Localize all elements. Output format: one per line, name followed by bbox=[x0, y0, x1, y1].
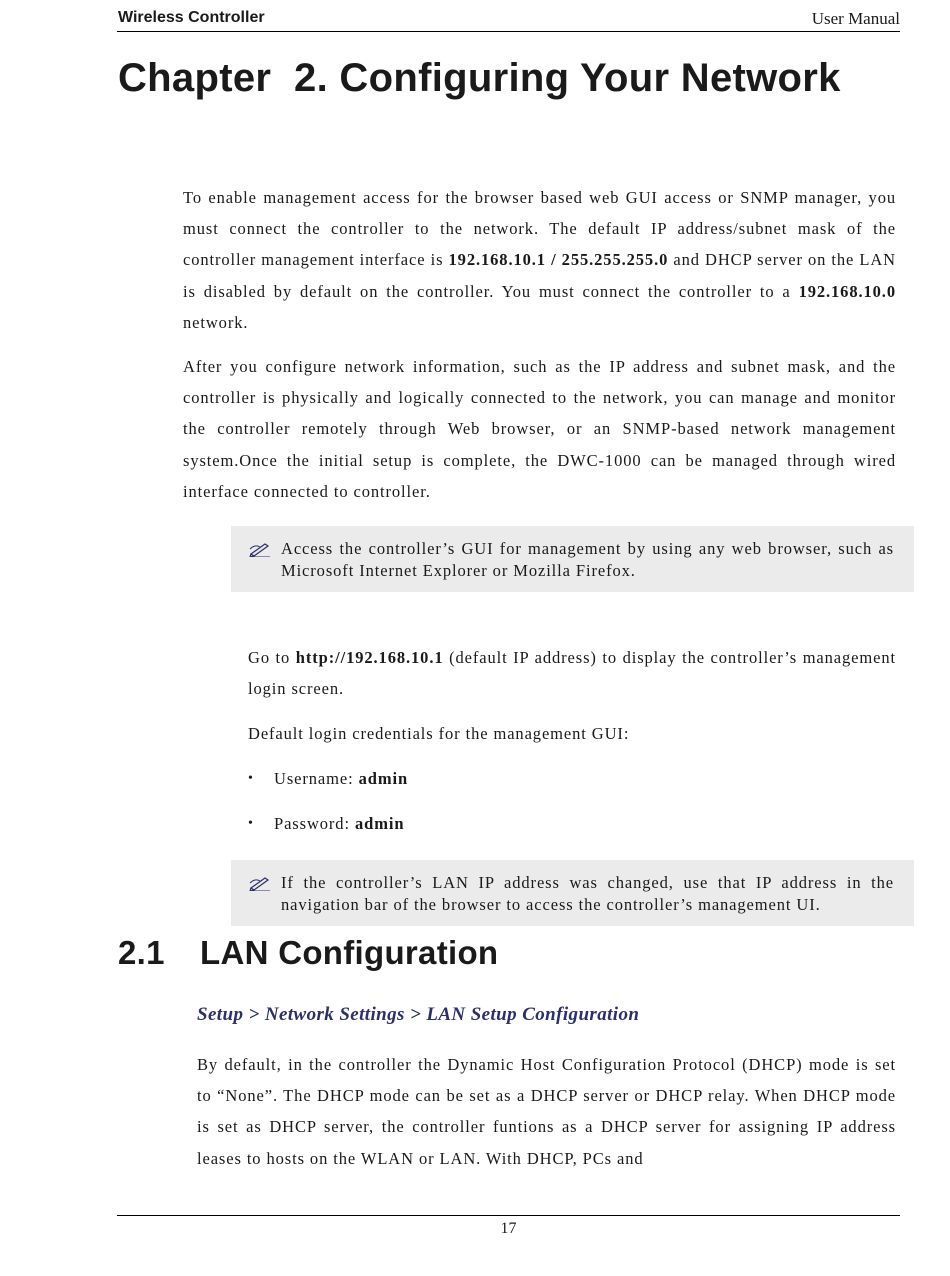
note-box-ip-change bbox=[231, 860, 914, 926]
password-label: Password: bbox=[274, 814, 355, 833]
lan-description-paragraph: By default, in the controller the Dynamic Host Configuration Protocol (DHCP) mode is set to “None”. The DHCP mode can be set as a DHCP server or DHCP relay. When DHCP mode is set as DHCP server, the controller funtions as a DHCP server for assigning IP address leases to hosts on the WLAN or LAN. With DHCP, PCs and bbox=[197, 1055, 896, 1168]
chapter-title: Chapter 2. Configuring Your Network bbox=[118, 56, 841, 100]
note-box-browser bbox=[231, 526, 914, 592]
default-ip-mask: 192.168.10.1 / 255.255.255.0 bbox=[448, 250, 669, 270]
page-header bbox=[117, 8, 900, 32]
password-value: admin bbox=[354, 814, 405, 833]
default-url: http://192.168.10.1 bbox=[295, 648, 444, 667]
note-text-ip-change: If the controller’s LAN IP address was changed, use that IP address in the navigation bar of the browser to access the controller’s management UI. bbox=[281, 873, 894, 914]
header-doc-type: User Manual bbox=[811, 9, 900, 28]
bullet-icon: • bbox=[248, 771, 254, 786]
intro-text-part-1: To enable management access for the browser based web GUI access or SNMP manager, you must connect the controller to the network. The default IP address/subnet mask of the controller management interface is bbox=[183, 188, 896, 270]
section-title: LAN Configuration bbox=[200, 934, 499, 971]
note-text-browser: Access the controller’s GUI for management by using any web browser, such as Microsoft Internet Explorer or Mozilla Firefox. bbox=[281, 539, 894, 580]
pencil-note-icon bbox=[249, 875, 271, 891]
pencil-note-icon bbox=[249, 541, 271, 557]
intro-text-part-3: network. bbox=[183, 312, 249, 332]
menu-navigation-path: Setup > Network Settings > LAN Setup Configuration bbox=[197, 1004, 640, 1025]
username-label: Username: bbox=[274, 769, 359, 788]
page-footer bbox=[117, 1215, 900, 1237]
page-number: 17 bbox=[500, 1220, 517, 1237]
username-value: admin bbox=[358, 769, 409, 788]
section-number: 2.1 bbox=[118, 934, 165, 971]
list-item-username bbox=[248, 765, 408, 810]
goto-paragraph bbox=[248, 642, 896, 704]
goto-text-part-1: Go to bbox=[248, 648, 296, 667]
credentials-list bbox=[248, 765, 408, 855]
goto-text-part-2: (default IP address) to display the controller’s management login screen. bbox=[248, 648, 896, 699]
intro-paragraph-2: After you configure network information, such as the IP address and subnet mask, and the controller is physically and logically connected to the network, you can manage and monitor the controller remotely through Web browser, or an SNMP-based network management system.Once the initial setup is complete, the DWC-1000 can be managed through wired interface connected to controller. bbox=[183, 357, 896, 501]
bullet-icon: • bbox=[248, 816, 254, 831]
header-doc-title: Wireless Controller bbox=[118, 9, 265, 26]
network-address: 192.168.10.0 bbox=[798, 281, 896, 301]
list-item-password bbox=[248, 810, 408, 855]
intro-text-part-2: and DHCP server on the LAN is disabled by default on the controller. You must connect the controller to a bbox=[183, 250, 896, 301]
intro-paragraph-1 bbox=[183, 182, 896, 338]
section-heading bbox=[118, 934, 498, 972]
credentials-intro: Default login credentials for the management GUI: bbox=[248, 724, 630, 743]
